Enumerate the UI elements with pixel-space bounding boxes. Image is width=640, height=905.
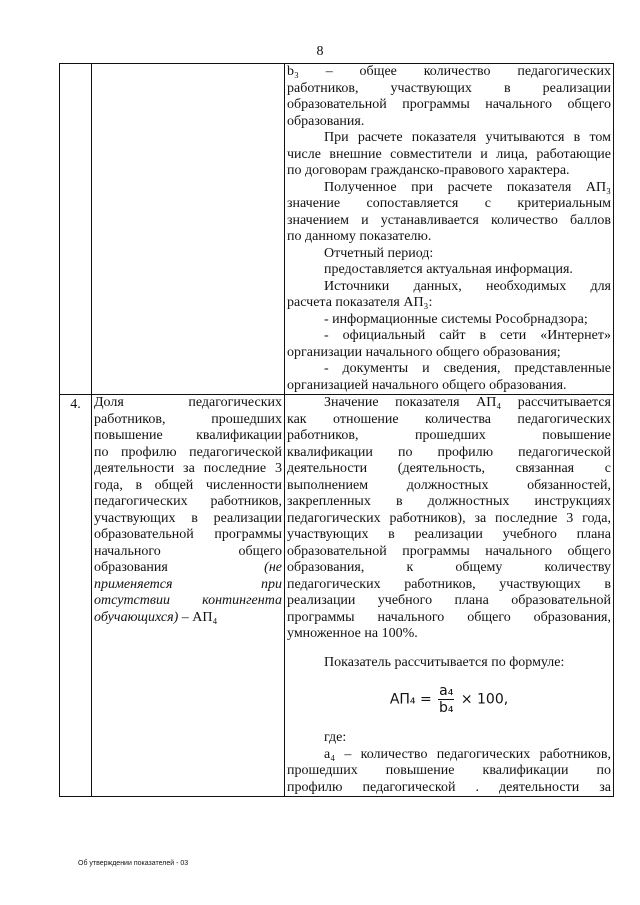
number-cell [60,64,92,395]
indicator-line [94,560,282,577]
indicator-line: по профилю педагогической [94,444,282,460]
text-line: - информационные системы Рособрнадзора; [324,311,588,327]
method-line: как отношение количества педагогических [287,411,611,427]
indicator-cell [92,395,285,797]
method-line: педагогических работников, участвующих в [287,576,611,592]
indicator-line: педагогических работников, [94,494,282,509]
indicator-line: отсутствии контингента [94,593,282,608]
text-line: - официальный сайт в сети «Интернет» [324,328,611,343]
text-line: предоставляется актуальная информация. [324,262,573,277]
variable-line: прошедших повышение квалификации по [287,763,611,778]
method-line: квалификации по профилю педагогической [287,444,611,460]
method-line: образовательной программы начального общего [287,543,611,559]
indicator-line: образовательной программы [94,527,282,542]
indicator-line: повышение квалификации [94,428,282,443]
method-line: педагогических работников), за последние 3 года, [287,510,611,526]
text-line: значением и устанавливается количество баллов [287,212,611,228]
indicator-line-text: (не [264,560,282,575]
variable-line: a₄ – количество педагогических работников, [324,746,611,762]
method-line: умноженное на 100%. [287,626,418,641]
indicator-line-text: обучающихся) [94,609,179,625]
method-cell [285,395,614,797]
text-line: работников, участвующих в реализации [287,80,611,96]
formula-fraction [438,683,454,716]
indicators-table [59,63,614,797]
text-line: значение сопоставляется с критериальным [287,196,611,211]
indicator-cell [92,64,285,395]
text-line: числе внешние совместители и лица, работающие [287,146,611,162]
text-line: по данному показателю. [287,229,432,244]
text-line: организации начального общего образования; [287,344,561,360]
indicator-line [94,610,282,627]
indicator-line-text: образования [94,560,265,575]
variable-line: профилю педагогической . деятельности за [287,779,611,795]
indicator-line: года, в общей численности [94,477,282,493]
indicator-line: Доля педагогических [94,395,282,410]
method-line: Значение показателя АП₄ рассчитывается [324,395,611,410]
indicator-line: применяется при [94,576,282,592]
indicator-line-text: – АП₄ [178,609,218,625]
method-line: закрепленных в должностных инструкциях [287,494,611,509]
text-line: организацией начального общего образования. [287,377,567,393]
table-row [60,64,614,395]
formula-intro: Показатель рассчитывается по формуле: [324,654,565,670]
method-line: участвующих в реализации учебного плана [287,527,611,542]
text-line: Источники данных, необходимых для [324,278,611,294]
row-number: 4. [60,395,92,797]
text-line: - документы и сведения, представленные [324,361,611,376]
text-line: образования. [287,113,365,129]
method-line: образования, к общему количеству [287,560,611,575]
formula-rhs: × 100, [460,691,509,708]
text-line: Отчетный период: [324,245,434,261]
formula-lhs: АП₄ = [389,691,432,708]
method-cell [285,64,614,395]
indicator-line: начального общего [94,543,282,559]
text-line: b₃ – общее количество педагогических [287,64,611,79]
indicator-line: работников, прошедших [94,411,282,427]
method-line: реализации учебного плана образовательной [287,593,611,608]
indicator-line: участвующих в реализации [94,510,282,526]
method-line: работников, прошедших повышение [287,428,611,443]
footer-text: Об утверждении показателей - 03 [78,860,189,867]
indicator-line: деятельности за последние 3 [94,461,282,476]
text-line: Полученное при расчете показателя АП₃ [324,179,611,195]
text-line: При расчете показателя учитываются в том [324,130,611,145]
formula [287,683,611,716]
method-line: выполнением должностных обязанностей, [287,477,611,493]
text-line: расчета показателя АП₃: [287,295,433,310]
page-number: 8 [316,44,324,59]
text-line: по договорам гражданско-правового характера. [287,163,570,178]
method-line: деятельности (деятельность, связанная с [287,461,611,476]
method-line: программы начального общего образования, [287,609,611,625]
formula-numerator: a₄ [439,683,454,699]
text-line: образовательной программы начального общего [287,97,611,112]
formula-denominator: b₄ [439,700,454,716]
table-row [60,395,614,797]
where-label: где: [324,730,347,745]
